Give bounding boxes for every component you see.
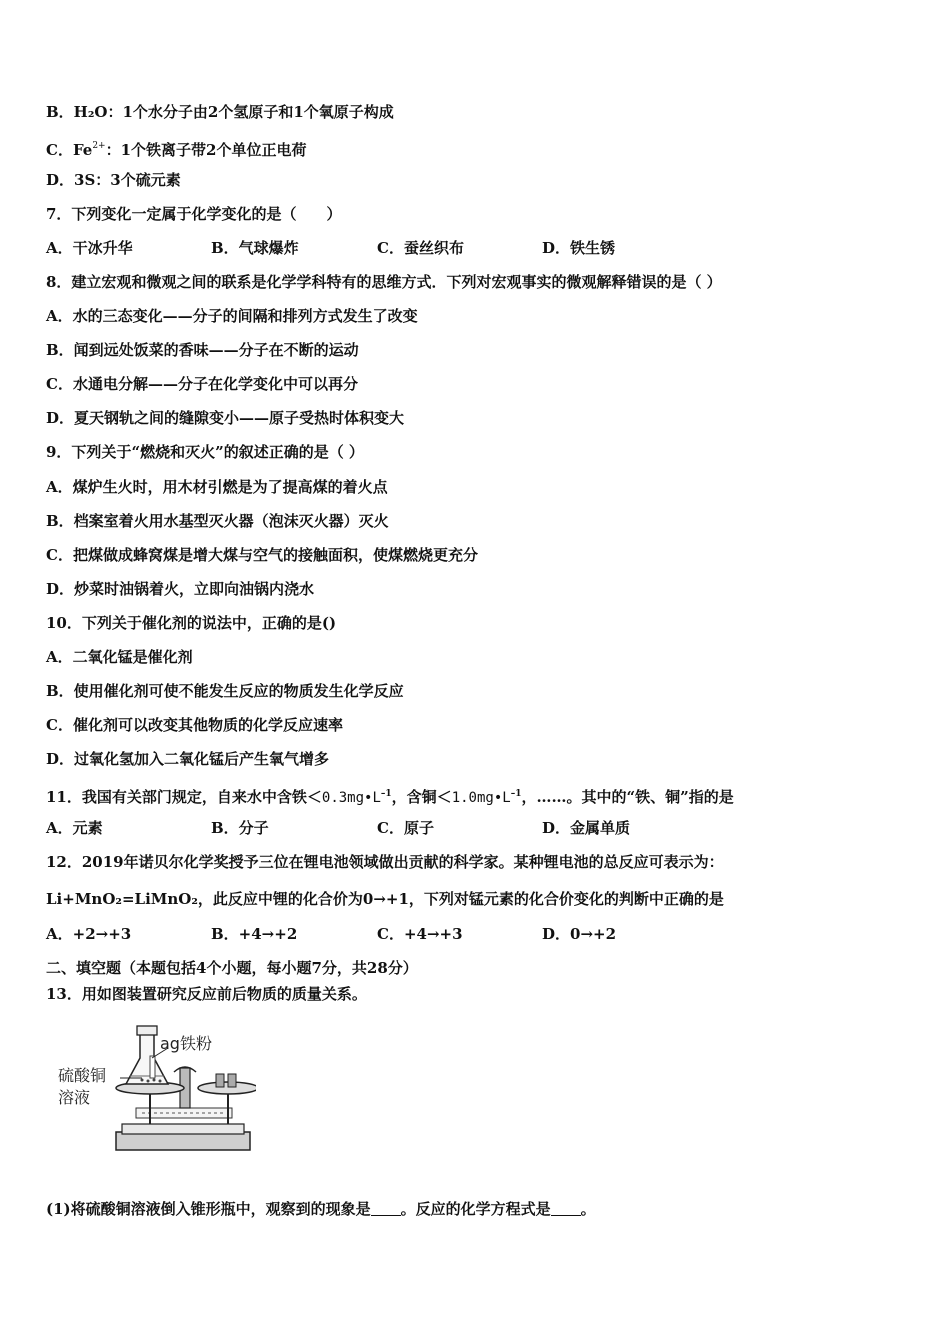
q11-option-c: C．原子 <box>377 819 434 837</box>
q10-option-c: C．催化剂可以改变其他物质的化学反应速率 <box>46 716 343 734</box>
q13-1-blank-phenomenon[interactable] <box>371 1201 401 1216</box>
option-c-fe <box>46 135 306 161</box>
q13-1-blank-equation[interactable] <box>551 1201 581 1216</box>
q8-option-d: D．夏天钢轨之间的缝隙变小——原子受热时体积变大 <box>46 409 405 427</box>
question-12-options <box>46 923 926 945</box>
q9-option-c: C．把煤做成蜂窝煤是增大煤与空气的接触面积，使煤燃烧更充分 <box>46 546 478 564</box>
q8-option-a: A．水的三态变化——分子的间隔和排列方式发生了改变 <box>46 307 418 325</box>
q7-option-c: C．蚕丝织布 <box>377 239 464 257</box>
q11-iron-limit: 0.3mg•L <box>321 790 381 806</box>
section-heading-fill-blank: 二、填空题（本题包括4个小题，每小题7分，共28分） <box>46 959 418 977</box>
fe-description: ：1个铁离子带2个单位正电荷 <box>105 141 307 159</box>
question-12: 12．2019年诺贝尔化学奖授予三位在锂电池领域做出贡献的科学家。某种锂电池的总反应可表示为： <box>46 853 724 871</box>
q10-option-a: A．二氧化锰是催化剂 <box>46 648 193 666</box>
q12-option-c: C．+4→+3 <box>377 925 463 943</box>
question-7: 7．下列变化一定属于化学变化的是（ ） <box>46 205 342 223</box>
q11-text-1: 11．我国有关部门规定，自来水中含铁＜ <box>46 788 322 806</box>
fe-symbol: C．Fe <box>46 141 93 159</box>
q9-option-b: B．档案室着火用水基型灭火器（泡沫灭火器）灭火 <box>46 512 389 530</box>
question-11-options <box>46 817 926 839</box>
question-11 <box>46 783 734 809</box>
q13-1-text-c: 。 <box>580 1200 596 1218</box>
q10-option-b: B．使用催化剂可使不能发生反应的物质发生化学反应 <box>46 682 404 700</box>
q11-text-3: ，……。其中的“铁、铜”指的是 <box>521 788 734 806</box>
q12-option-a: A．+2→+3 <box>46 925 132 943</box>
q11-option-b: B．分子 <box>211 819 269 837</box>
balance-apparatus-figure <box>56 1020 256 1160</box>
fe-charge: 2+ <box>92 141 106 151</box>
q13-1-text-b: 。反应的化学方程式是 <box>400 1200 551 1218</box>
question-7-options <box>46 237 926 259</box>
q12-option-d: D．0→+2 <box>542 925 617 943</box>
question-10: 10．下列关于催化剂的说法中，正确的是() <box>46 614 337 632</box>
figure-label-copper-sulfate-2: 溶液 <box>58 1088 91 1107</box>
option-b-h2o: B．H₂O：1个水分子由2个氢原子和1个氧原子构成 <box>46 103 394 121</box>
q11-copper-limit: 1.0mg•L <box>451 790 511 806</box>
q11-option-d: D．金属单质 <box>542 819 631 837</box>
q8-option-b: B．闻到远处饭菜的香味——分子在不断的运动 <box>46 341 359 359</box>
q7-option-b: B．气球爆炸 <box>211 239 299 257</box>
q10-option-d: D．过氧化氢加入二氧化锰后产生氧气增多 <box>46 750 330 768</box>
q11-option-a: A．元素 <box>46 819 103 837</box>
option-d-3s: D．3S：3个硫元素 <box>46 171 181 189</box>
q8-option-c: C．水通电分解——分子在化学变化中可以再分 <box>46 375 358 393</box>
q7-option-a: A．干冰升华 <box>46 239 133 257</box>
question-13-part-1 <box>46 1198 596 1220</box>
q11-iron-unit-exp: –1 <box>380 789 392 799</box>
q9-option-a: A．煤炉生火时，用木材引燃是为了提高煤的着火点 <box>46 478 388 496</box>
question-12-equation: Li+MnO₂=LiMnO₂，此反应中锂的化合价为0→+1，下列对锰元素的化合价变化的判断中正确的是 <box>46 890 724 908</box>
q9-option-d: D．炒菜时油锅着火，立即向油锅内浇水 <box>46 580 315 598</box>
q7-option-d: D．铁生锈 <box>542 239 616 257</box>
q11-text-2: ，含铜＜ <box>391 788 452 806</box>
question-13: 13．用如图装置研究反应前后物质的质量关系。 <box>46 985 367 1003</box>
question-9: 9．下列关于“燃烧和灭火”的叙述正确的是（ ） <box>46 443 364 461</box>
figure-label-copper-sulfate-1: 硫酸铜 <box>58 1066 107 1085</box>
figure-label-iron-powder: ag铁粉 <box>160 1034 212 1053</box>
q13-1-text-a: (1)将硫酸铜溶液倒入锥形瓶中，观察到的现象是 <box>46 1200 371 1218</box>
q11-copper-unit-exp: –1 <box>510 789 522 799</box>
q12-option-b: B．+4→+2 <box>211 925 298 943</box>
question-8: 8．建立宏观和微观之间的联系是化学学科特有的思维方式．下列对宏观事实的微观解释错误的是（ ） <box>46 273 722 291</box>
